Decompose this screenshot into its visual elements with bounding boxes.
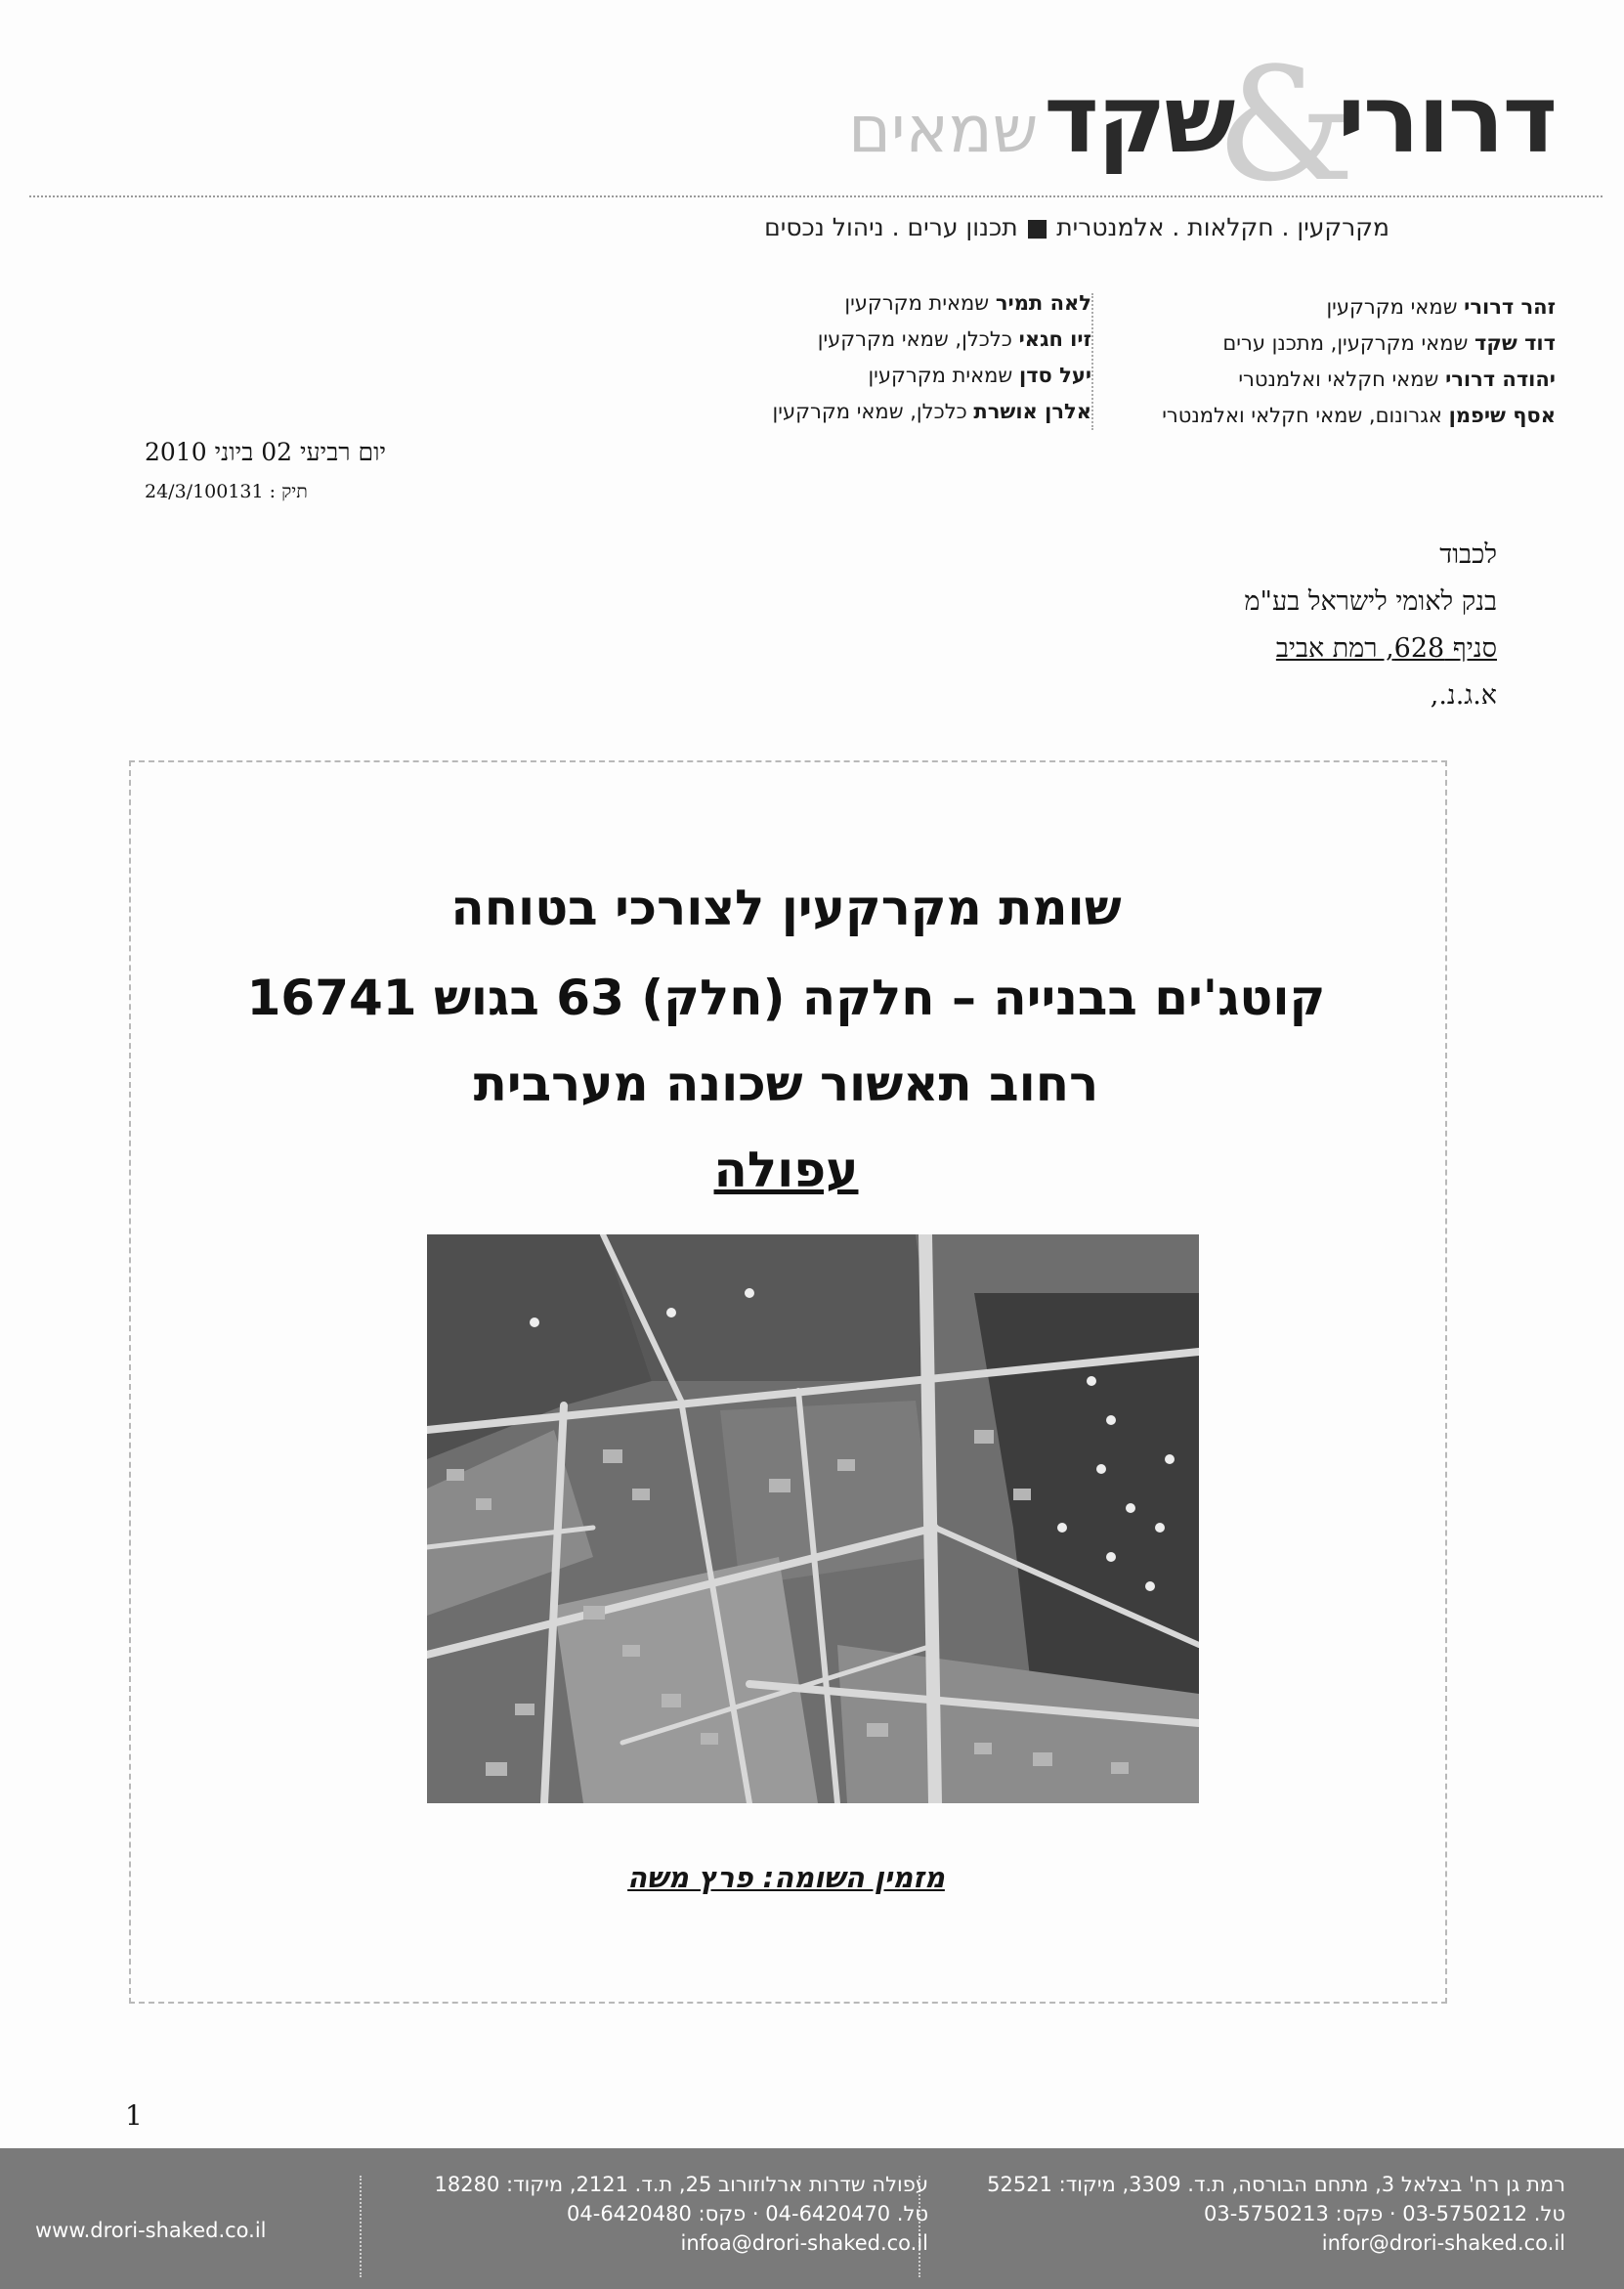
company-logo: [848, 33, 1556, 216]
recipient-salutation: לכבוד: [1439, 540, 1497, 570]
footer-address: רמת גן רח' בצלאל 3, מתחם הבורסה, ת.ד. 3309, מיקוד: 52521: [987, 2173, 1565, 2196]
cover-title: שומת מקרקעין לצורכי בטוחה: [450, 880, 1122, 936]
aerial-map-image: [427, 1234, 1199, 1803]
staff-list-left: [773, 285, 1091, 430]
footer-office-afula: [435, 2170, 928, 2258]
header-dotted-divider: [29, 195, 1603, 197]
staff-entry: לאה תמיר שמאית מקרקעין: [844, 291, 1091, 315]
recipient-greeting: א.ג.נ.,: [1430, 680, 1497, 711]
appraisal-orderer: מזמין השומה: פרץ משה: [627, 1861, 945, 1894]
staff-entry: זיו חגאי כלכלן, שמאי מקרקעין: [817, 327, 1091, 351]
recipient-bank: בנק לאומי לישראל בע"מ: [1244, 586, 1497, 617]
footer-website[interactable]: www.drori-shaked.co.il: [35, 2219, 267, 2242]
staff-entry: זהר דרורי שמאי מקרקעין: [1326, 295, 1556, 319]
recipient-block: [1245, 532, 1497, 719]
staff-entry: יעל סדן שמאית מקרקעין: [868, 364, 1091, 387]
footer-phones: טל. 04-6420470 · פקס: 04-6420480: [567, 2202, 928, 2225]
cover-property-line: קוטג'ים בבנייה – חלקה (חלק) 63 בגוש 16741: [246, 970, 1326, 1026]
footer-address: עפולה שדרות ארלוזורוב 25, ת.ד. 2121, מיקוד: 18280: [434, 2173, 928, 2196]
cover-city: עפולה: [713, 1142, 859, 1198]
staff-entry: אסף שיפמן אגרונום, שמאי חקלאי ואלמנטרי: [1162, 404, 1556, 427]
file-number: תיק : 24/3/100131: [145, 481, 308, 502]
staff-list-right: [1162, 289, 1556, 434]
contact-footer: [0, 2148, 1624, 2289]
company-tagline: מקרקעין . חקלאות . אלמנטרית ■ תכנון ערים . ניהול נכסים: [764, 213, 1389, 241]
logo-ampersand: &: [1216, 33, 1355, 216]
logo-name-shaked: שקד: [1044, 65, 1234, 174]
staff-entry: אלרן אושרת כלכלן, שמאי מקרקעין: [772, 400, 1091, 423]
letter-date: יום רביעי 02 ביוני 2010: [145, 438, 387, 466]
footer-divider: [360, 2176, 362, 2277]
logo-word-appraisers: שמאים: [848, 92, 1039, 167]
page-number: 1: [125, 2099, 143, 2132]
footer-email[interactable]: infoa@drori-shaked.co.il: [680, 2231, 928, 2255]
logo-name-drori: דרורי: [1337, 65, 1556, 174]
staff-entry: דוד שקד שמאי מקרקעין, מתכנן ערים: [1222, 331, 1556, 355]
staff-entry: יהודה דרורי שמאי חקלאי ואלמנטרי: [1238, 367, 1556, 391]
footer-office-ramat-gan: [987, 2170, 1565, 2258]
recipient-branch: סניף 628, רמת אביב: [1275, 633, 1497, 664]
footer-phones: טל. 03-5750212 · פקס: 03-5750213: [1204, 2202, 1565, 2225]
cover-street-line: רחוב תאשור שכונה מערבית: [473, 1056, 1099, 1112]
staff-divider: [1091, 293, 1093, 430]
footer-email[interactable]: infor@drori-shaked.co.il: [1321, 2231, 1565, 2255]
